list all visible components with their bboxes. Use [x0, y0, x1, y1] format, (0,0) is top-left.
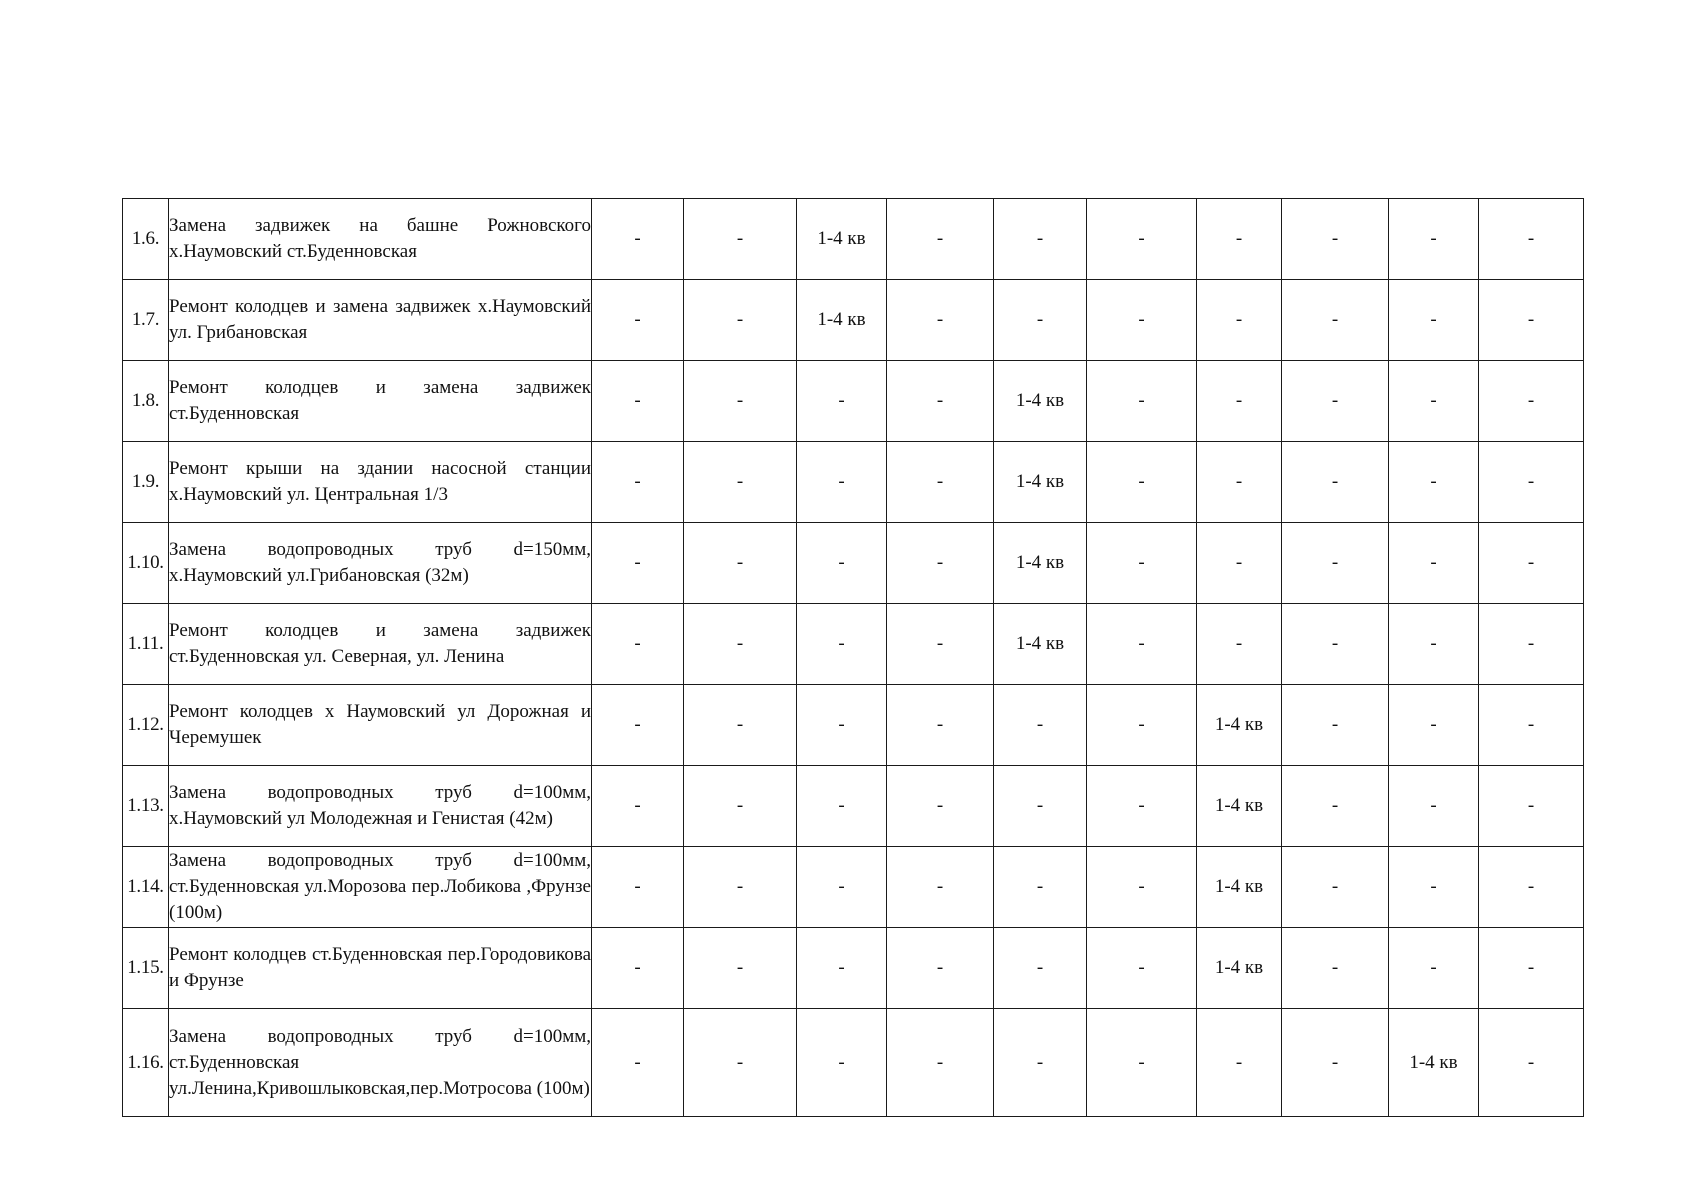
schedule-cell: - — [684, 523, 797, 604]
schedule-cell: - — [887, 604, 994, 685]
schedule-cell: - — [1282, 199, 1389, 280]
row-number: 1.14. — [123, 847, 169, 928]
schedule-cell: - — [1197, 361, 1282, 442]
row-number: 1.16. — [123, 1009, 169, 1117]
schedule-cell: - — [684, 361, 797, 442]
schedule-cell: - — [1087, 847, 1197, 928]
schedule-cell: - — [887, 523, 994, 604]
work-description: Замена водопроводных труб d=150мм, х.Наумовский ул.Грибановская (32м) — [169, 523, 592, 604]
work-description: Ремонт крыши на здании насосной станции х.Наумовский ул. Центральная 1/3 — [169, 442, 592, 523]
work-description: Замена задвижек на башне Рожновского х.Наумовский ст.Буденновская — [169, 199, 592, 280]
schedule-cell: - — [592, 685, 684, 766]
schedule-cell: - — [684, 766, 797, 847]
schedule-cell: 1-4 кв — [994, 604, 1087, 685]
schedule-cell: - — [887, 361, 994, 442]
row-number: 1.9. — [123, 442, 169, 523]
schedule-cell: - — [592, 442, 684, 523]
schedule-cell: - — [592, 604, 684, 685]
schedule-cell: - — [1087, 928, 1197, 1009]
schedule-cell: - — [1197, 1009, 1282, 1117]
work-description: Замена водопроводных труб d=100мм, ст.Буденновская ул.Морозова пер.Лобикова ,Фрунзе (100м) — [169, 847, 592, 928]
schedule-cell: - — [887, 1009, 994, 1117]
schedule-cell: - — [1197, 199, 1282, 280]
schedule-cell: - — [1479, 685, 1584, 766]
schedule-cell: - — [797, 361, 887, 442]
schedule-cell: - — [994, 766, 1087, 847]
schedule-cell: - — [684, 1009, 797, 1117]
work-description: Ремонт колодцев ст.Буденновская пер.Городовикова и Фрунзе — [169, 928, 592, 1009]
schedule-cell: - — [1389, 766, 1479, 847]
schedule-cell: - — [887, 685, 994, 766]
schedule-cell: - — [1389, 523, 1479, 604]
schedule-cell: - — [592, 361, 684, 442]
schedule-cell: - — [887, 199, 994, 280]
schedule-cell: - — [592, 199, 684, 280]
row-number: 1.15. — [123, 928, 169, 1009]
schedule-cell: - — [797, 604, 887, 685]
work-description: Ремонт колодцев и замена задвижек ст.Буденновская ул. Северная, ул. Ленина — [169, 604, 592, 685]
schedule-cell: - — [1282, 442, 1389, 523]
schedule-cell: - — [994, 280, 1087, 361]
schedule-cell: - — [1087, 442, 1197, 523]
schedule-cell: - — [1282, 523, 1389, 604]
row-number: 1.8. — [123, 361, 169, 442]
schedule-cell: - — [1389, 685, 1479, 766]
schedule-cell: - — [994, 199, 1087, 280]
schedule-cell: - — [994, 847, 1087, 928]
schedule-cell: - — [684, 199, 797, 280]
schedule-cell: - — [1479, 604, 1584, 685]
schedule-cell: 1-4 кв — [1197, 847, 1282, 928]
schedule-cell: 1-4 кв — [1197, 685, 1282, 766]
schedule-cell: - — [1282, 685, 1389, 766]
schedule-cell: - — [684, 928, 797, 1009]
schedule-cell: - — [1479, 280, 1584, 361]
schedule-cell: - — [1282, 847, 1389, 928]
schedule-cell: - — [592, 847, 684, 928]
schedule-cell: - — [1282, 928, 1389, 1009]
schedule-cell: - — [1087, 766, 1197, 847]
schedule-cell: - — [1087, 361, 1197, 442]
schedule-cell: - — [1087, 1009, 1197, 1117]
schedule-cell: - — [1282, 604, 1389, 685]
table-row — [123, 847, 1584, 928]
schedule-cell: - — [684, 604, 797, 685]
schedule-cell: - — [1282, 1009, 1389, 1117]
schedule-cell: - — [684, 280, 797, 361]
table-row — [123, 766, 1584, 847]
schedule-cell: - — [592, 523, 684, 604]
row-number: 1.12. — [123, 685, 169, 766]
schedule-cell: - — [797, 1009, 887, 1117]
schedule-cell: - — [1479, 199, 1584, 280]
schedule-cell: - — [1282, 280, 1389, 361]
schedule-cell: - — [994, 1009, 1087, 1117]
schedule-cell: 1-4 кв — [1389, 1009, 1479, 1117]
schedule-cell: 1-4 кв — [797, 199, 887, 280]
table-row — [123, 928, 1584, 1009]
schedule-cell: 1-4 кв — [797, 280, 887, 361]
schedule-cell: - — [1479, 1009, 1584, 1117]
schedule-cell: - — [887, 928, 994, 1009]
schedule-cell: - — [1479, 766, 1584, 847]
schedule-cell: - — [1197, 604, 1282, 685]
table-row — [123, 199, 1584, 280]
table-row — [123, 280, 1584, 361]
schedule-cell: - — [887, 442, 994, 523]
schedule-cell: - — [994, 685, 1087, 766]
schedule-cell: - — [1389, 280, 1479, 361]
row-number: 1.11. — [123, 604, 169, 685]
schedule-cell: - — [684, 685, 797, 766]
schedule-cell: - — [1389, 442, 1479, 523]
schedule-cell: 1-4 кв — [994, 523, 1087, 604]
schedule-cell: - — [887, 766, 994, 847]
schedule-cell: - — [797, 847, 887, 928]
schedule-cell: - — [592, 928, 684, 1009]
schedule-cell: 1-4 кв — [994, 361, 1087, 442]
table-row — [123, 604, 1584, 685]
work-description: Ремонт колодцев и замена задвижек х.Наумовский ул. Грибановская — [169, 280, 592, 361]
schedule-cell: - — [1197, 442, 1282, 523]
works-schedule-table — [122, 198, 1584, 1117]
schedule-cell: 1-4 кв — [994, 442, 1087, 523]
work-description: Замена водопроводных труб d=100мм, ст.Буденновская ул.Ленина,Кривошлыковская,пер.Мотросова (100м) — [169, 1009, 592, 1117]
schedule-cell: - — [592, 1009, 684, 1117]
table-row — [123, 361, 1584, 442]
row-number: 1.13. — [123, 766, 169, 847]
row-number: 1.6. — [123, 199, 169, 280]
schedule-cell: - — [797, 442, 887, 523]
schedule-cell: - — [1087, 523, 1197, 604]
schedule-cell: - — [797, 928, 887, 1009]
schedule-cell: - — [1282, 766, 1389, 847]
schedule-cell: - — [684, 847, 797, 928]
table-row — [123, 523, 1584, 604]
schedule-cell: - — [887, 280, 994, 361]
schedule-cell: - — [1389, 847, 1479, 928]
schedule-cell: - — [797, 523, 887, 604]
schedule-cell: 1-4 кв — [1197, 928, 1282, 1009]
schedule-cell: - — [592, 766, 684, 847]
schedule-cell: - — [1389, 361, 1479, 442]
work-description: Замена водопроводных труб d=100мм, х.Наумовский ул Молодежная и Генистая (42м) — [169, 766, 592, 847]
schedule-cell: - — [1087, 280, 1197, 361]
table-row — [123, 1009, 1584, 1117]
schedule-cell: - — [1479, 442, 1584, 523]
schedule-cell: - — [1087, 199, 1197, 280]
table-row — [123, 442, 1584, 523]
schedule-cell: - — [1389, 199, 1479, 280]
schedule-cell: - — [1197, 523, 1282, 604]
work-description: Ремонт колодцев и замена задвижек ст.Буденновская — [169, 361, 592, 442]
schedule-cell: - — [1479, 928, 1584, 1009]
row-number: 1.7. — [123, 280, 169, 361]
schedule-cell: - — [797, 766, 887, 847]
schedule-cell: - — [797, 685, 887, 766]
row-number: 1.10. — [123, 523, 169, 604]
table-row — [123, 685, 1584, 766]
schedule-cell: - — [1389, 928, 1479, 1009]
schedule-cell: 1-4 кв — [1197, 766, 1282, 847]
schedule-cell: - — [1282, 361, 1389, 442]
schedule-cell: - — [994, 928, 1087, 1009]
schedule-cell: - — [1479, 523, 1584, 604]
schedule-cell: - — [1389, 604, 1479, 685]
work-description: Ремонт колодцев х Наумовский ул Дорожная и Черемушек — [169, 685, 592, 766]
schedule-cell: - — [1197, 280, 1282, 361]
schedule-cell: - — [887, 847, 994, 928]
schedule-cell: - — [592, 280, 684, 361]
schedule-cell: - — [684, 442, 797, 523]
schedule-cell: - — [1479, 361, 1584, 442]
schedule-cell: - — [1087, 604, 1197, 685]
schedule-cell: - — [1087, 685, 1197, 766]
schedule-cell: - — [1479, 847, 1584, 928]
